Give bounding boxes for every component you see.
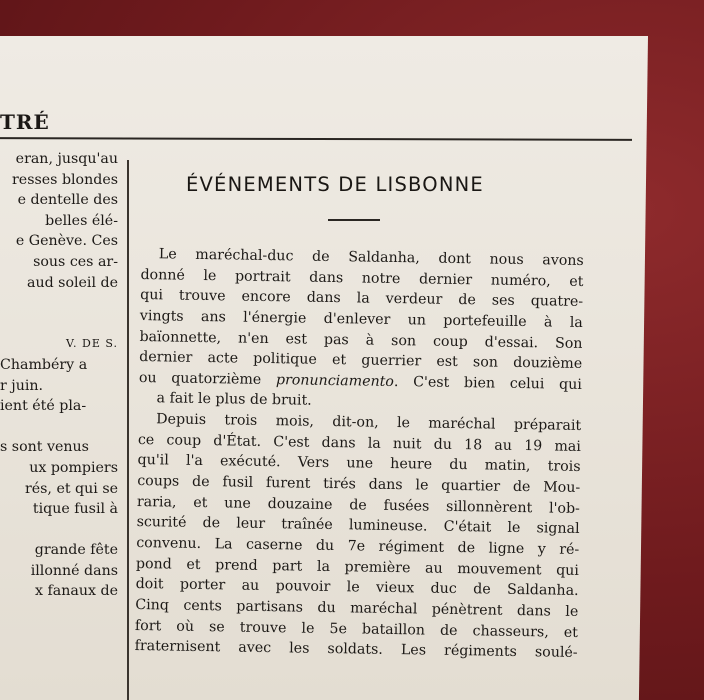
left-line: illonné dans (30, 562, 118, 579)
left-line: rés, et qui se (24, 480, 118, 497)
article-line: pond et prend part la première au mouvement qui (135, 555, 580, 579)
article-line: donné le portrait dans notre dernier numéro, et (140, 266, 584, 290)
left-line: sous ces ar- (33, 253, 118, 270)
left-line: Chambéry a (0, 356, 88, 373)
article-title: ÉVÉNEMENTS DE LISBONNE (186, 173, 484, 196)
left-signature: V. DE S. (66, 337, 118, 351)
left-line: tique fusil à (32, 501, 118, 518)
left-line: x fanaux de (35, 583, 118, 600)
article-line: Cinq cents partisans du maréchal pénètrent dans le (135, 596, 579, 620)
title-rule (328, 219, 380, 221)
article-line: qui trouve encore dans la verdeur de ses quatre- (140, 287, 584, 311)
left-line: aud soleil de (26, 274, 118, 291)
article-line: scurité de leur traînée lumineuse. C'était le signal (136, 514, 580, 538)
left-line: e Genève. Ces (15, 233, 118, 250)
left-line: belles élé- (45, 212, 118, 229)
article-text: ou quatorzième (138, 369, 277, 388)
left-line: s sont venus (0, 439, 89, 456)
article-line: vingts ans l'énergie d'enlever un portefeuille à la (139, 307, 583, 331)
left-line: ux pompiers (29, 459, 118, 476)
article-body (135, 244, 584, 664)
left-line: ient été pla- (0, 398, 87, 415)
article-line: raria, et une douzaine de fusées sillonnèrent l'ob- (136, 493, 581, 517)
left-line: grande fête (34, 542, 118, 559)
left-line: e dentelle des (17, 192, 118, 209)
article-line: convenu. La caserne du 7e régiment de ligne y ré- (136, 534, 580, 558)
article-line: Depuis trois mois, dit-on, le maréchal préparait (156, 411, 582, 435)
article-line: Le maréchal-duc de Saldanha, dont nous avons (158, 246, 584, 269)
article-line: fraternisent avec les soldats. Les régiments soulé- (134, 638, 578, 662)
article-line: baïonnette, n'en est pas à son coup d'essai. Son (139, 328, 583, 352)
running-header: TRÉ (0, 110, 50, 134)
left-line: r juin. (0, 377, 44, 394)
article-line: ce coup d'État. C'est dans la nuit du 18 au 19 mai (137, 431, 581, 455)
article-italic-term: pronunciamento (275, 371, 395, 390)
left-line: eran, jusqu'au (15, 151, 118, 167)
article-line: dernier acte politique et guerrier est son douzième (139, 349, 583, 373)
column-separator (127, 160, 129, 700)
article-line: a fait le plus de bruit. (156, 390, 312, 410)
article-line: fort où se trouve le 5e bataillon de chasseurs, et (134, 617, 579, 641)
article-line: doit porter au pouvoir le vieux duc de Saldanha. (135, 576, 579, 600)
article-line: coups de fusil furent tirés dans le quartier de Mou- (137, 473, 581, 496)
article-text: . C'est bien celui qui (393, 373, 582, 393)
left-column (0, 149, 118, 602)
left-line: resses blondes (12, 171, 118, 188)
article-line: qu'il l'a exécuté. Vers une heure du matin, trois (137, 452, 581, 476)
